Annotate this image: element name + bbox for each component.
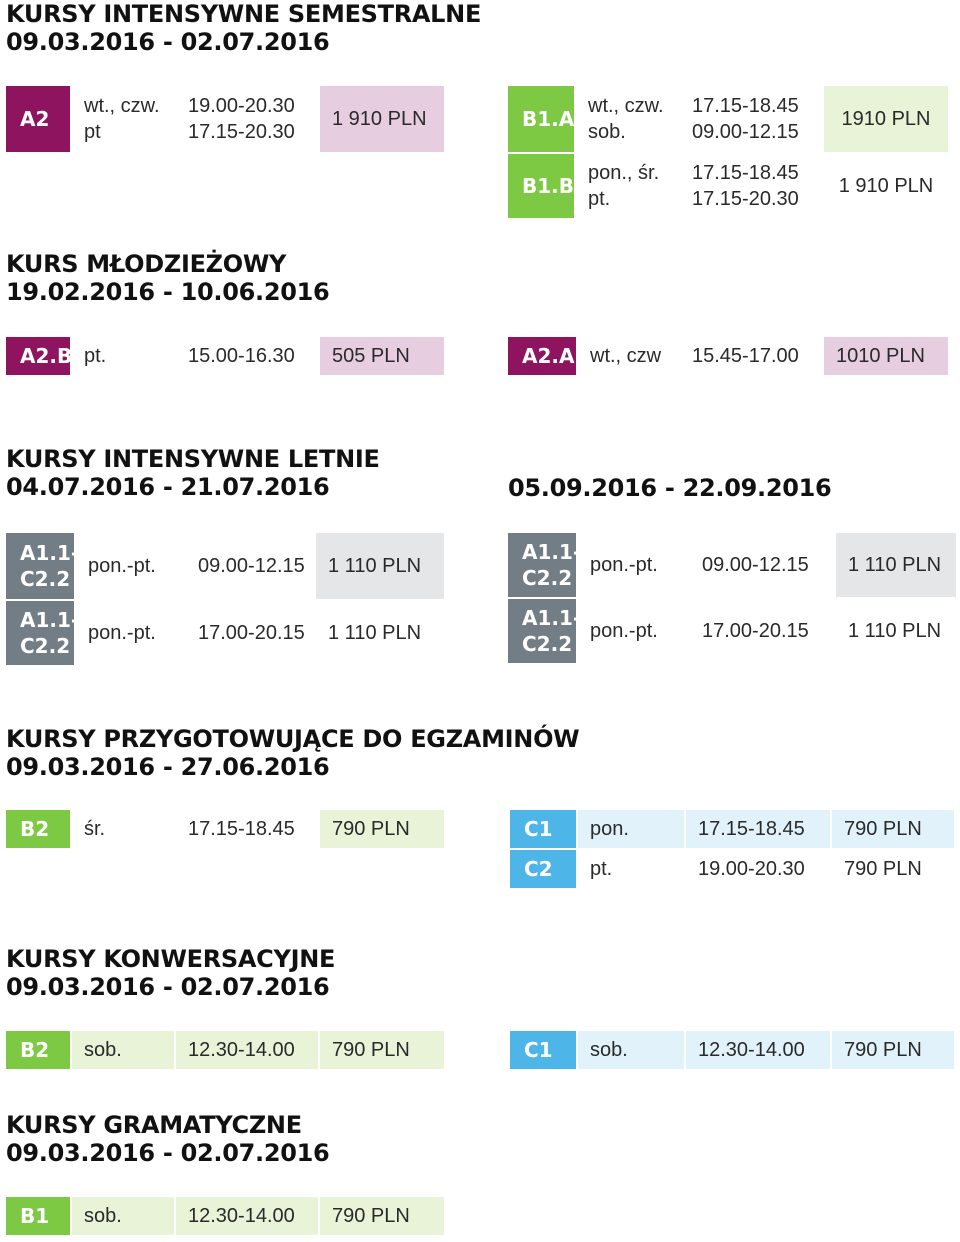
section-title-conversation: KURSY KONWERSACYJNE bbox=[6, 945, 336, 973]
course-code-grammar-b1: B1 bbox=[6, 1197, 70, 1235]
course-days-a2a: wt., czw bbox=[590, 345, 662, 367]
section-dates-grammar: 09.03.2016 - 02.07.2016 bbox=[6, 1139, 330, 1167]
course-code-summer-right-2: A1.1- C2.2 bbox=[508, 599, 576, 663]
course-days-summer-left-1: pon.-pt. bbox=[88, 555, 156, 577]
course-price-a2: 1 910 PLN bbox=[320, 86, 444, 152]
course-days-exam-c1: pon. bbox=[578, 810, 684, 848]
course-hours-a2b: 15.00-16.30 bbox=[188, 345, 295, 367]
course-days-conversation-b2: sob. bbox=[72, 1031, 174, 1069]
course-price-b1b: 1 910 PLN bbox=[838, 175, 934, 197]
course-price-exam-b2: 790 PLN bbox=[320, 810, 444, 848]
course-hours-summer-right-2: 17.00-20.15 bbox=[702, 620, 809, 642]
course-price-b1a: 1910 PLN bbox=[824, 86, 948, 152]
course-days-grammar-b1: sob. bbox=[72, 1197, 174, 1235]
course-days-summer-right-2: pon.-pt. bbox=[590, 620, 658, 642]
section-dates-youth: 19.02.2016 - 10.06.2016 bbox=[6, 278, 330, 306]
course-days-conversation-c1: sob. bbox=[578, 1031, 684, 1069]
course-code-a2b: A2.B bbox=[6, 337, 70, 375]
course-hours-b1b: 17.15-18.45 17.15-20.30 bbox=[692, 162, 799, 210]
course-price-exam-c1: 790 PLN bbox=[832, 810, 954, 848]
course-days-a2b: pt. bbox=[84, 345, 107, 367]
course-price-a2b: 505 PLN bbox=[320, 337, 444, 375]
course-days-summer-right-1: pon.-pt. bbox=[590, 554, 658, 576]
course-price-summer-right-2: 1 110 PLN bbox=[848, 620, 942, 642]
section-title-youth: KURS MŁODZIEŻOWY bbox=[6, 250, 287, 278]
course-hours-summer-left-2: 17.00-20.15 bbox=[198, 622, 305, 644]
course-hours-grammar-b1: 12.30-14.00 bbox=[176, 1197, 318, 1235]
course-hours-a2: 19.00-20.30 17.15-20.30 bbox=[188, 95, 295, 143]
course-price-summer-right-1: 1 110 PLN bbox=[836, 533, 956, 597]
course-days-exam-c2: pt. bbox=[590, 858, 613, 880]
course-price-a2a: 1010 PLN bbox=[824, 337, 948, 375]
course-days-exam-b2: śr. bbox=[84, 818, 106, 840]
section-title-grammar: KURSY GRAMATYCZNE bbox=[6, 1111, 302, 1139]
course-code-exam-c1: C1 bbox=[510, 810, 576, 848]
section-dates-summer-left: 04.07.2016 - 21.07.2016 bbox=[6, 473, 330, 501]
course-hours-exam-b2: 17.15-18.45 bbox=[188, 818, 295, 840]
section-dates-conversation: 09.03.2016 - 02.07.2016 bbox=[6, 973, 330, 1001]
section-title-semestral: KURSY INTENSYWNE SEMESTRALNE bbox=[6, 0, 482, 28]
course-code-summer-right-1: A1.1- C2.2 bbox=[508, 533, 576, 597]
course-code-b1b: B1.B bbox=[508, 154, 574, 218]
course-code-conversation-b2: B2 bbox=[6, 1031, 70, 1069]
course-price-conversation-b2: 790 PLN bbox=[320, 1031, 444, 1069]
course-code-summer-left-2: A1.1- C2.2 bbox=[6, 601, 74, 665]
course-price-summer-left-1: 1 110 PLN bbox=[316, 533, 444, 599]
section-dates-exam: 09.03.2016 - 27.06.2016 bbox=[6, 753, 330, 781]
course-price-grammar-b1: 790 PLN bbox=[320, 1197, 444, 1235]
course-price-conversation-c1: 790 PLN bbox=[832, 1031, 954, 1069]
section-dates-summer-right: 05.09.2016 - 22.09.2016 bbox=[508, 474, 832, 502]
course-days-a2: wt., czw. pt bbox=[84, 95, 160, 143]
course-price-exam-c2: 790 PLN bbox=[844, 858, 922, 880]
course-hours-exam-c1: 17.15-18.45 bbox=[686, 810, 830, 848]
course-hours-conversation-b2: 12.30-14.00 bbox=[176, 1031, 318, 1069]
course-days-b1b: pon., śr. pt. bbox=[588, 162, 660, 210]
course-hours-conversation-c1: 12.30-14.00 bbox=[686, 1031, 830, 1069]
course-days-summer-left-2: pon.-pt. bbox=[88, 622, 156, 644]
course-code-exam-c2: C2 bbox=[510, 850, 576, 888]
course-code-conversation-c1: C1 bbox=[510, 1031, 576, 1069]
course-days-b1a: wt., czw. sob. bbox=[588, 95, 664, 143]
section-title-summer: KURSY INTENSYWNE LETNIE bbox=[6, 445, 380, 473]
course-code-a2: A2 bbox=[6, 86, 70, 152]
course-code-a2a: A2.A bbox=[508, 337, 576, 375]
course-hours-a2a: 15.45-17.00 bbox=[692, 345, 799, 367]
section-title-exam: KURSY PRZYGOTOWUJĄCE DO EGZAMINÓW bbox=[6, 725, 580, 753]
course-hours-b1a: 17.15-18.45 09.00-12.15 bbox=[692, 95, 799, 143]
course-code-b1a: B1.A bbox=[508, 86, 574, 152]
section-dates-semestral: 09.03.2016 - 02.07.2016 bbox=[6, 28, 330, 56]
course-hours-summer-left-1: 09.00-12.15 bbox=[198, 555, 305, 577]
course-hours-exam-c2: 19.00-20.30 bbox=[698, 858, 805, 880]
course-price-summer-left-2: 1 110 PLN bbox=[328, 622, 422, 644]
course-code-summer-left-1: A1.1- C2.2 bbox=[6, 533, 74, 599]
course-hours-summer-right-1: 09.00-12.15 bbox=[702, 554, 809, 576]
course-code-exam-b2: B2 bbox=[6, 810, 70, 848]
